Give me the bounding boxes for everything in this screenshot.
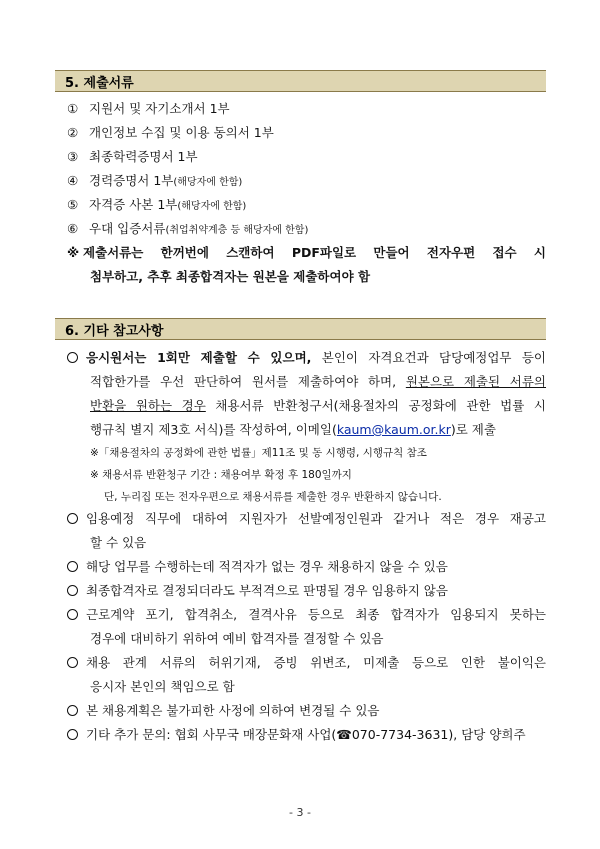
doc-item-2: ② 개인정보 수집 및 이용 동의서 1부 xyxy=(67,125,274,140)
submission-notice-line-2: 첨부하고, 추후 최종합격자는 원본을 제출하여야 함 xyxy=(90,269,371,284)
email-link[interactable]: kaum@kaum.or.kr xyxy=(336,422,451,437)
return-exception-note: 단, 누리집 또는 전자우편으로 채용서류를 제출한 경우 반환하지 않습니다. xyxy=(104,491,442,503)
circle-bullet-icon xyxy=(67,657,78,668)
circle-bullet-icon xyxy=(67,513,78,524)
circle-bullet-icon xyxy=(67,352,78,363)
note-item-5-line-1: 근로계약 포기, 합격취소, 결격사유 등으로 최종 합격자가 임용되지 못하는 xyxy=(67,604,546,626)
law-reference-note: ※「채용절차의 공정화에 관한 법률」제11조 및 동 시행령, 시행규칙 참조 xyxy=(90,447,427,459)
note-item-2-line-2: 할 수 있음 xyxy=(90,535,147,550)
doc-item-4: ④ 경력증명서 1부(해당자에 한함) xyxy=(67,173,243,188)
note-item-8: 기타 추가 문의: 협회 사무국 매장문화재 사업(☎070-7734-3631), 담당 양희주 xyxy=(67,724,546,746)
phone-icon: ☎ xyxy=(336,727,352,742)
circle-bullet-icon xyxy=(67,729,78,740)
page-number: - 3 - xyxy=(289,806,311,819)
note-item-1-line-3: 반환을 원하는 경우 채용서류 반환청구서(채용절차의 공정화에 관한 법률 시 xyxy=(90,398,546,413)
submission-notice-line-1: ※ 제출서류는 한꺼번에 스캔하여 PDF파일로 만들어 전자우편 접수 시 xyxy=(67,245,546,260)
section-5-title: 5. 제출서류 xyxy=(65,75,134,91)
section-6-header xyxy=(55,318,546,340)
note-item-1-line-4: 행규칙 별지 제3호 서식)를 작성하여, 이메일(kaum@kaum.or.kr)로 제출 xyxy=(90,422,496,437)
doc-item-5: ⑤ 자격증 사본 1부(해당자에 한함) xyxy=(67,197,247,212)
phone-number: 070-7734-3631 xyxy=(351,727,449,742)
doc-item-6: ⑥ 우대 입증서류(취업취약계층 등 해당자에 한함) xyxy=(67,221,309,236)
return-period-note: ※ 채용서류 반환청구 기간 : 채용여부 확정 후 180일까지 xyxy=(90,469,352,481)
note-item-5-line-2: 경우에 대비하기 위하여 예비 합격자를 결정할 수 있음 xyxy=(90,631,384,646)
doc-item-3: ③ 최종학력증명서 1부 xyxy=(67,149,198,164)
circle-bullet-icon xyxy=(67,609,78,620)
note-item-6-line-1: 채용 관계 서류의 허위기재, 증빙 위변조, 미제출 등으로 인한 불이익은 xyxy=(67,652,546,674)
circle-bullet-icon xyxy=(67,561,78,572)
note-item-2-line-1: 임용예정 직무에 대하여 지원자가 선발예정인원과 같거나 적은 경우 재공고 xyxy=(67,508,546,530)
note-item-1-line-2: 적합한가를 우선 판단하여 원서를 제출하여야 하며, 원본으로 제출된 서류의 xyxy=(90,374,547,389)
section-6-title: 6. 기타 참고사항 xyxy=(65,323,164,339)
note-item-3: 해당 업무를 수행하는데 적격자가 없는 경우 채용하지 않을 수 있음 xyxy=(67,556,546,578)
note-item-4: 최종합격자로 결정되더라도 부적격으로 판명될 경우 임용하지 않음 xyxy=(67,580,546,602)
circle-bullet-icon xyxy=(67,705,78,716)
circle-bullet-icon xyxy=(67,585,78,596)
note-item-7: 본 채용계획은 불가피한 사정에 의하여 변경될 수 있음 xyxy=(67,700,546,722)
note-item-6-line-2: 응시자 본인의 책임으로 함 xyxy=(90,679,235,694)
note-item-1-line-1: 응시원서는 1회만 제출할 수 있으며, 본인이 자격요건과 담당예정업무 등이 xyxy=(67,347,546,369)
doc-item-1: ① 지원서 및 자기소개서 1부 xyxy=(67,101,230,116)
section-5-header xyxy=(55,70,546,92)
